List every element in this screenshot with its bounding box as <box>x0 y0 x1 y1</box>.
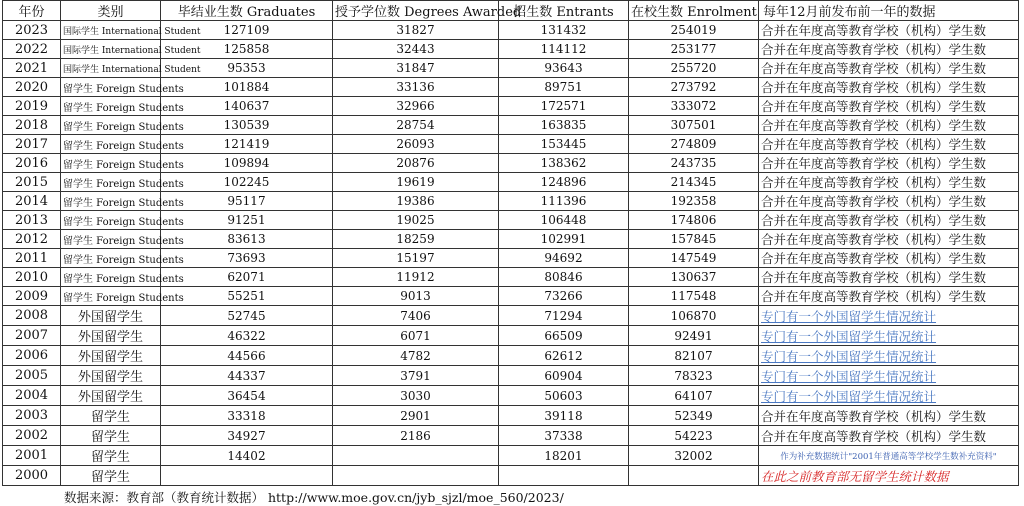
type-cell: 留学生 Foreign Students <box>61 268 161 287</box>
table-row <box>3 78 1019 97</box>
graduates-cell: 46322 <box>161 326 333 346</box>
type-cell: 留学生 Foreign Students <box>61 173 161 192</box>
type-cell: 留学生 Foreign Students <box>61 97 161 116</box>
entrants-cell: 73266 <box>499 287 629 306</box>
graduates-cell: 101884 <box>161 78 333 97</box>
year-cell: 2007 <box>3 326 61 346</box>
note-cell: 合并在年度高等教育学校（机构）学生数 <box>759 40 1019 59</box>
table-row <box>3 97 1019 116</box>
table-row <box>3 135 1019 154</box>
graduates-cell: 44337 <box>161 366 333 386</box>
table-row <box>3 40 1019 59</box>
year-cell: 2013 <box>3 211 61 230</box>
note-cell: 合并在年度高等教育学校（机构）学生数 <box>759 268 1019 287</box>
year-cell: 2023 <box>3 21 61 40</box>
graduates-cell: 44566 <box>161 346 333 366</box>
note-cell: 合并在年度高等教育学校（机构）学生数 <box>759 211 1019 230</box>
type-cell: 外国留学生 <box>61 326 161 346</box>
graduates-cell: 83613 <box>161 230 333 249</box>
enrolment-cell: 147549 <box>629 249 759 268</box>
table-row <box>3 59 1019 78</box>
type-cell: 留学生 Foreign Students <box>61 135 161 154</box>
type-cell: 留学生 Foreign Students <box>61 78 161 97</box>
entrants-cell: 66509 <box>499 326 629 346</box>
header-type: 类别 <box>61 1 161 21</box>
entrants-cell: 62612 <box>499 346 629 366</box>
note-cell: 专门有一个外国留学生情况统计 <box>759 306 1019 326</box>
table-row <box>3 406 1019 426</box>
header-note: 每年12月前发布前一年的数据 <box>759 1 1019 21</box>
entrants-cell: 172571 <box>499 97 629 116</box>
year-cell: 2017 <box>3 135 61 154</box>
note-cell: 合并在年度高等教育学校（机构）学生数 <box>759 116 1019 135</box>
graduates-cell: 14402 <box>161 446 333 466</box>
graduates-cell: 95117 <box>161 192 333 211</box>
entrants-cell: 50603 <box>499 386 629 406</box>
year-cell: 2003 <box>3 406 61 426</box>
table-row <box>3 466 1019 486</box>
entrants-cell <box>499 466 629 486</box>
type-cell: 外国留学生 <box>61 386 161 406</box>
graduates-cell: 62071 <box>161 268 333 287</box>
table-row <box>3 346 1019 366</box>
type-cell: 国际学生 International Student <box>61 59 161 78</box>
enrolment-cell: 92491 <box>629 326 759 346</box>
degrees-cell: 7406 <box>333 306 499 326</box>
type-cell: 国际学生 International Student <box>61 40 161 59</box>
graduates-cell: 125858 <box>161 40 333 59</box>
enrolment-cell: 52349 <box>629 406 759 426</box>
enrolment-cell: 274809 <box>629 135 759 154</box>
header-year: 年份 <box>3 1 61 21</box>
table-row <box>3 386 1019 406</box>
type-cell: 留学生 Foreign Students <box>61 211 161 230</box>
table-row <box>3 446 1019 466</box>
year-cell: 2010 <box>3 268 61 287</box>
table-row <box>3 268 1019 287</box>
year-cell: 2011 <box>3 249 61 268</box>
note-cell: 合并在年度高等教育学校（机构）学生数 <box>759 192 1019 211</box>
enrolment-cell: 214345 <box>629 173 759 192</box>
header-enrolment: 在校生数 Enrolment <box>629 1 759 21</box>
year-cell: 2014 <box>3 192 61 211</box>
year-cell: 2002 <box>3 426 61 446</box>
entrants-cell: 93643 <box>499 59 629 78</box>
enrolment-cell: 254019 <box>629 21 759 40</box>
note-cell: 专门有一个外国留学生情况统计 <box>759 326 1019 346</box>
type-cell: 国际学生 International Student <box>61 21 161 40</box>
type-cell: 外国留学生 <box>61 366 161 386</box>
degrees-cell: 20876 <box>333 154 499 173</box>
enrolment-cell <box>629 466 759 486</box>
note-cell: 合并在年度高等教育学校（机构）学生数 <box>759 426 1019 446</box>
table-row <box>3 154 1019 173</box>
type-cell: 留学生 <box>61 466 161 486</box>
type-cell: 留学生 Foreign Students <box>61 192 161 211</box>
table-row <box>3 192 1019 211</box>
degrees-cell: 9013 <box>333 287 499 306</box>
degrees-cell: 11912 <box>333 268 499 287</box>
entrants-cell: 124896 <box>499 173 629 192</box>
graduates-cell: 102245 <box>161 173 333 192</box>
degrees-cell: 32966 <box>333 97 499 116</box>
year-cell: 2006 <box>3 346 61 366</box>
table-row <box>3 366 1019 386</box>
graduates-cell: 127109 <box>161 21 333 40</box>
enrolment-cell: 157845 <box>629 230 759 249</box>
entrants-cell: 111396 <box>499 192 629 211</box>
table-row <box>3 211 1019 230</box>
degrees-cell: 32443 <box>333 40 499 59</box>
student-statistics-table <box>2 0 1019 486</box>
degrees-cell <box>333 446 499 466</box>
header-graduates: 毕结业生数 Graduates <box>161 1 333 21</box>
degrees-cell: 15197 <box>333 249 499 268</box>
degrees-cell: 31827 <box>333 21 499 40</box>
graduates-cell: 140637 <box>161 97 333 116</box>
enrolment-cell: 78323 <box>629 366 759 386</box>
table-row <box>3 287 1019 306</box>
year-cell: 2015 <box>3 173 61 192</box>
degrees-cell <box>333 466 499 486</box>
note-cell: 合并在年度高等教育学校（机构）学生数 <box>759 154 1019 173</box>
degrees-cell: 4782 <box>333 346 499 366</box>
header-row <box>3 1 1019 21</box>
degrees-cell: 33136 <box>333 78 499 97</box>
entrants-cell: 37338 <box>499 426 629 446</box>
graduates-cell: 34927 <box>161 426 333 446</box>
degrees-cell: 19025 <box>333 211 499 230</box>
enrolment-cell: 174806 <box>629 211 759 230</box>
entrants-cell: 71294 <box>499 306 629 326</box>
note-cell: 在此之前教育部无留学生统计数据 <box>759 466 1019 486</box>
graduates-cell: 36454 <box>161 386 333 406</box>
table-row <box>3 326 1019 346</box>
note-cell: 专门有一个外国留学生情况统计 <box>759 366 1019 386</box>
type-cell: 留学生 Foreign Students <box>61 249 161 268</box>
type-cell: 留学生 Foreign Students <box>61 116 161 135</box>
enrolment-cell: 333072 <box>629 97 759 116</box>
type-cell: 留学生 Foreign Students <box>61 287 161 306</box>
note-cell: 合并在年度高等教育学校（机构）学生数 <box>759 135 1019 154</box>
year-cell: 2001 <box>3 446 61 466</box>
degrees-cell: 6071 <box>333 326 499 346</box>
entrants-cell: 80846 <box>499 268 629 287</box>
year-cell: 2008 <box>3 306 61 326</box>
degrees-cell: 3030 <box>333 386 499 406</box>
degrees-cell: 2901 <box>333 406 499 426</box>
graduates-cell: 52745 <box>161 306 333 326</box>
year-cell: 2000 <box>3 466 61 486</box>
type-cell: 外国留学生 <box>61 306 161 326</box>
entrants-cell: 163835 <box>499 116 629 135</box>
table-row <box>3 426 1019 446</box>
year-cell: 2020 <box>3 78 61 97</box>
enrolment-cell: 307501 <box>629 116 759 135</box>
enrolment-cell: 106870 <box>629 306 759 326</box>
note-cell: 合并在年度高等教育学校（机构）学生数 <box>759 97 1019 116</box>
degrees-cell: 31847 <box>333 59 499 78</box>
note-cell: 合并在年度高等教育学校（机构）学生数 <box>759 287 1019 306</box>
note-cell: 专门有一个外国留学生情况统计 <box>759 386 1019 406</box>
note-cell: 作为补充数据统计"2001年普通高等学校学生数补充资料" <box>759 446 1019 466</box>
note-cell: 专门有一个外国留学生情况统计 <box>759 346 1019 366</box>
table-row <box>3 116 1019 135</box>
type-cell: 留学生 Foreign Students <box>61 230 161 249</box>
enrolment-cell: 243735 <box>629 154 759 173</box>
table-row <box>3 173 1019 192</box>
degrees-cell: 26093 <box>333 135 499 154</box>
enrolment-cell: 130637 <box>629 268 759 287</box>
graduates-cell: 55251 <box>161 287 333 306</box>
year-cell: 2012 <box>3 230 61 249</box>
enrolment-cell: 253177 <box>629 40 759 59</box>
year-cell: 2021 <box>3 59 61 78</box>
degrees-cell: 2186 <box>333 426 499 446</box>
note-cell: 合并在年度高等教育学校（机构）学生数 <box>759 78 1019 97</box>
type-cell: 留学生 Foreign Students <box>61 154 161 173</box>
entrants-cell: 94692 <box>499 249 629 268</box>
table-row <box>3 306 1019 326</box>
degrees-cell: 19619 <box>333 173 499 192</box>
note-cell: 合并在年度高等教育学校（机构）学生数 <box>759 249 1019 268</box>
note-cell: 合并在年度高等教育学校（机构）学生数 <box>759 406 1019 426</box>
graduates-cell: 33318 <box>161 406 333 426</box>
graduates-cell: 130539 <box>161 116 333 135</box>
graduates-cell: 73693 <box>161 249 333 268</box>
table-row <box>3 230 1019 249</box>
enrolment-cell: 64107 <box>629 386 759 406</box>
graduates-cell: 121419 <box>161 135 333 154</box>
entrants-cell: 106448 <box>499 211 629 230</box>
table-row <box>3 21 1019 40</box>
year-cell: 2004 <box>3 386 61 406</box>
entrants-cell: 60904 <box>499 366 629 386</box>
year-cell: 2018 <box>3 116 61 135</box>
note-cell: 合并在年度高等教育学校（机构）学生数 <box>759 21 1019 40</box>
entrants-cell: 18201 <box>499 446 629 466</box>
enrolment-cell: 117548 <box>629 287 759 306</box>
enrolment-cell: 273792 <box>629 78 759 97</box>
graduates-cell <box>161 466 333 486</box>
year-cell: 2022 <box>3 40 61 59</box>
entrants-cell: 89751 <box>499 78 629 97</box>
type-cell: 外国留学生 <box>61 346 161 366</box>
entrants-cell: 153445 <box>499 135 629 154</box>
enrolment-cell: 32002 <box>629 446 759 466</box>
graduates-cell: 109894 <box>161 154 333 173</box>
entrants-cell: 39118 <box>499 406 629 426</box>
entrants-cell: 131432 <box>499 21 629 40</box>
type-cell: 留学生 <box>61 446 161 466</box>
header-entrants: 招生数 Entrants <box>499 1 629 21</box>
enrolment-cell: 192358 <box>629 192 759 211</box>
enrolment-cell: 82107 <box>629 346 759 366</box>
degrees-cell: 3791 <box>333 366 499 386</box>
degrees-cell: 19386 <box>333 192 499 211</box>
enrolment-cell: 255720 <box>629 59 759 78</box>
enrolment-cell: 54223 <box>629 426 759 446</box>
degrees-cell: 28754 <box>333 116 499 135</box>
year-cell: 2019 <box>3 97 61 116</box>
table-row <box>3 249 1019 268</box>
degrees-cell: 18259 <box>333 230 499 249</box>
note-cell: 合并在年度高等教育学校（机构）学生数 <box>759 173 1019 192</box>
note-cell: 合并在年度高等教育学校（机构）学生数 <box>759 59 1019 78</box>
data-source-note: 数据来源：教育部（教育统计数据） http://www.moe.gov.cn/jyb_sjzl/moe_560/2023/ <box>64 490 564 505</box>
entrants-cell: 102991 <box>499 230 629 249</box>
type-cell: 留学生 <box>61 426 161 446</box>
entrants-cell: 114112 <box>499 40 629 59</box>
year-cell: 2005 <box>3 366 61 386</box>
graduates-cell: 95353 <box>161 59 333 78</box>
type-cell: 留学生 <box>61 406 161 426</box>
note-cell: 合并在年度高等教育学校（机构）学生数 <box>759 230 1019 249</box>
year-cell: 2009 <box>3 287 61 306</box>
graduates-cell: 91251 <box>161 211 333 230</box>
entrants-cell: 138362 <box>499 154 629 173</box>
year-cell: 2016 <box>3 154 61 173</box>
header-degrees: 授予学位数 Degrees Awarded <box>333 1 499 21</box>
